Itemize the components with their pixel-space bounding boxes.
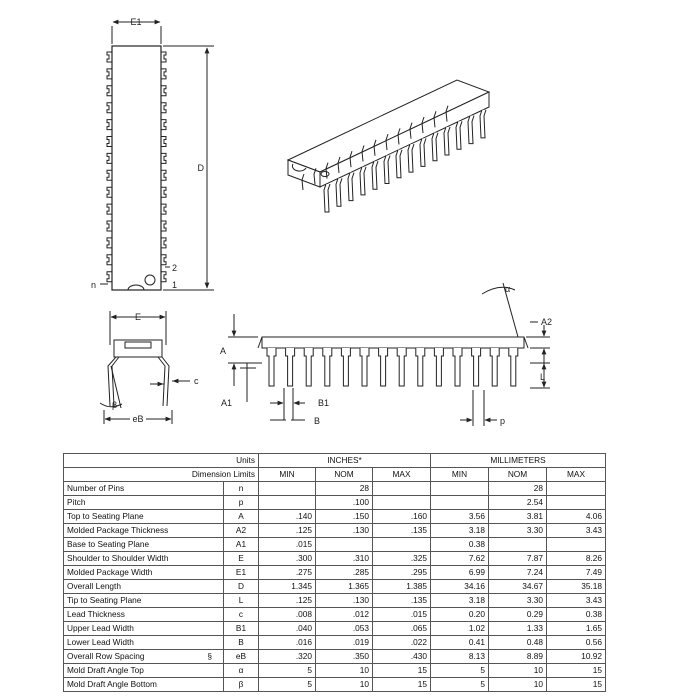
row-in-min: 5: [259, 678, 316, 692]
row-in-nom: 10: [316, 664, 373, 678]
row-mm-max: 0.38: [547, 608, 606, 622]
row-in-nom: .285: [316, 566, 373, 580]
side-lead: [360, 348, 369, 386]
row-mm-max: 3.43: [547, 594, 606, 608]
row-in-min: .320: [259, 650, 316, 664]
row-name-text: Top to Seating Plane: [67, 511, 144, 521]
row-mm-max: 7.49: [547, 566, 606, 580]
table-row: [64, 482, 606, 496]
row-mm-min: 0.38: [431, 538, 489, 552]
iso-lead-front: [360, 167, 366, 195]
row-name-text: Overall Row Spacing: [67, 651, 145, 661]
label-pin1: 1: [172, 280, 178, 290]
row-symbol: E1: [224, 566, 259, 580]
row-in-nom: .310: [316, 552, 373, 566]
top-view: [100, 22, 214, 290]
lead-right: [161, 120, 166, 130]
header-inches: INCHES*: [259, 454, 431, 468]
row-mm-min: 0.20: [431, 608, 489, 622]
row-in-nom: .019: [316, 636, 373, 650]
row-in-nom: .350: [316, 650, 373, 664]
label-n: n: [90, 280, 96, 290]
lead-right: [161, 52, 166, 62]
lead-left: [107, 120, 112, 130]
lead-right: [161, 153, 166, 163]
table-row: [64, 580, 606, 594]
row-mm-nom: 0.48: [489, 636, 547, 650]
row-symbol: D: [224, 580, 259, 594]
lead-left: [107, 187, 112, 197]
row-name: [64, 580, 224, 594]
lead-right: [161, 221, 166, 231]
table-row: [64, 510, 606, 524]
label-b: B: [314, 416, 321, 426]
row-symbol: p: [224, 496, 259, 510]
side-lead: [286, 348, 295, 386]
row-name-text: Molded Package Width: [67, 567, 153, 577]
side-lead: [267, 348, 276, 386]
row-in-max: 15: [373, 678, 431, 692]
row-mm-max: 15: [547, 678, 606, 692]
label-b1: B1: [318, 398, 330, 408]
row-mm-min: 3.56: [431, 510, 489, 524]
lead-right: [161, 137, 166, 147]
table-row: [64, 664, 606, 678]
label-alpha: α: [505, 284, 511, 294]
row-in-min: [259, 482, 316, 496]
lead-right: [161, 103, 166, 113]
header-dimension-limits: Dimension Limits: [64, 468, 259, 482]
row-in-min: .015: [259, 538, 316, 552]
lead-right: [161, 204, 166, 214]
row-in-nom: .130: [316, 524, 373, 538]
side-lead: [490, 348, 499, 386]
lead-right: [161, 170, 166, 180]
row-name-text: Number of Pins: [67, 483, 125, 493]
row-symbol: eB: [224, 650, 259, 664]
header-in-min: MIN: [259, 468, 316, 482]
row-mm-min: 34.16: [431, 580, 489, 594]
row-symbol: n: [224, 482, 259, 496]
row-name-text: Lead Thickness: [67, 609, 125, 619]
lead-left: [107, 52, 112, 62]
label-e: E: [134, 312, 142, 322]
label-p: p: [500, 416, 506, 426]
row-mm-nom: 3.81: [489, 510, 547, 524]
label-eb: eB: [132, 414, 144, 424]
table-row: [64, 566, 606, 580]
row-note: §: [207, 651, 212, 661]
row-name: [64, 524, 224, 538]
row-mm-max: 0.56: [547, 636, 606, 650]
label-d: D: [197, 163, 204, 173]
row-symbol: A2: [224, 524, 259, 538]
table-row: [64, 636, 606, 650]
row-name: [64, 650, 224, 664]
row-in-nom: [316, 538, 373, 552]
row-in-nom: .100: [316, 496, 373, 510]
row-mm-min: [431, 496, 489, 510]
row-mm-nom: 10: [489, 678, 547, 692]
iso-lead-front: [336, 178, 342, 206]
row-name-text: Base to Seating Plane: [67, 539, 150, 549]
lead-left: [107, 221, 112, 231]
iso-lead-front: [384, 156, 390, 184]
side-lead: [509, 348, 518, 386]
label-e1: E1: [130, 17, 142, 27]
row-name: [64, 678, 224, 692]
iso-lead-front: [468, 116, 474, 144]
row-name-text: Tip to Seating Plane: [67, 595, 142, 605]
row-mm-max: [547, 538, 606, 552]
row-in-min: .300: [259, 552, 316, 566]
row-mm-min: 7.62: [431, 552, 489, 566]
side-lead: [323, 348, 332, 386]
side-lead: [453, 348, 462, 386]
row-symbol: c: [224, 608, 259, 622]
lead-right: [161, 69, 166, 79]
row-in-min: .125: [259, 524, 316, 538]
iso-lead-front: [480, 110, 486, 138]
row-in-max: .135: [373, 594, 431, 608]
lead-left: [107, 69, 112, 79]
row-in-max: .325: [373, 552, 431, 566]
row-in-min: 5: [259, 664, 316, 678]
row-in-max: .015: [373, 608, 431, 622]
row-mm-nom: 28: [489, 482, 547, 496]
side-lead: [341, 348, 350, 386]
isometric-view: [288, 80, 489, 212]
table-row: [64, 678, 606, 692]
row-in-max: .135: [373, 524, 431, 538]
label-a1: A1: [220, 398, 232, 408]
row-in-nom: 28: [316, 482, 373, 496]
row-mm-nom: 1.33: [489, 622, 547, 636]
pin1-marker: [145, 275, 155, 285]
row-name-text: Mold Draft Angle Bottom: [67, 679, 157, 689]
side-lead: [416, 348, 425, 386]
row-in-max: .065: [373, 622, 431, 636]
row-mm-max: 1.65: [547, 622, 606, 636]
row-symbol: L: [224, 594, 259, 608]
header-mm-max: MAX: [547, 468, 606, 482]
top-view-leads: [107, 52, 166, 282]
row-mm-max: 3.43: [547, 524, 606, 538]
row-in-max: 15: [373, 664, 431, 678]
row-in-min: .140: [259, 510, 316, 524]
iso-lead-front: [456, 121, 462, 149]
row-in-nom: 1.365: [316, 580, 373, 594]
row-in-min: .275: [259, 566, 316, 580]
row-name-text: Pitch: [67, 497, 86, 507]
header-in-nom: NOM: [316, 468, 373, 482]
row-mm-min: 3.18: [431, 524, 489, 538]
row-name: [64, 510, 224, 524]
label-c: c: [194, 376, 199, 386]
row-in-max: [373, 496, 431, 510]
row-in-min: .125: [259, 594, 316, 608]
label-a: A: [219, 346, 226, 356]
iso-lead-front: [348, 173, 354, 201]
side-lead: [472, 348, 481, 386]
row-in-min: .016: [259, 636, 316, 650]
row-mm-max: 15: [547, 664, 606, 678]
row-name-text: Shoulder to Shoulder Width: [67, 553, 169, 563]
lead-right: [161, 187, 166, 197]
row-mm-min: 5: [431, 664, 489, 678]
row-mm-nom: 3.30: [489, 594, 547, 608]
lead-left: [107, 137, 112, 147]
row-mm-min: 0.41: [431, 636, 489, 650]
row-symbol: β: [224, 678, 259, 692]
row-name-text: Molded Package Thickness: [67, 525, 169, 535]
dimensions-table: [63, 453, 606, 692]
row-mm-min: 6.99: [431, 566, 489, 580]
header-units: Units: [64, 454, 259, 468]
side-lead: [304, 348, 313, 386]
row-mm-nom: 8.89: [489, 650, 547, 664]
row-in-min: .008: [259, 608, 316, 622]
row-in-max: .295: [373, 566, 431, 580]
lead-left: [107, 103, 112, 113]
label-pin2: 2: [172, 263, 178, 273]
row-mm-nom: 0.29: [489, 608, 547, 622]
row-mm-nom: [489, 538, 547, 552]
table-row: [64, 594, 606, 608]
iso-lead-front: [396, 150, 402, 178]
lead-right: [161, 86, 166, 96]
header-mm-nom: NOM: [489, 468, 547, 482]
row-name: [64, 552, 224, 566]
row-name-text: Upper Lead Width: [67, 623, 134, 633]
table-row: [64, 538, 606, 552]
row-mm-max: 8.26: [547, 552, 606, 566]
lead-left: [107, 153, 112, 163]
lead-right: [161, 255, 166, 265]
lead-left: [107, 272, 112, 282]
iso-lead-front: [324, 184, 330, 212]
table-row: [64, 608, 606, 622]
table-row: [64, 496, 606, 510]
row-symbol: A1: [224, 538, 259, 552]
iso-lead-front: [432, 133, 438, 161]
row-symbol: A: [224, 510, 259, 524]
iso-lead-front: [372, 161, 378, 189]
row-mm-min: 5: [431, 678, 489, 692]
row-mm-nom: 7.87: [489, 552, 547, 566]
row-name: [64, 538, 224, 552]
row-in-nom: .130: [316, 594, 373, 608]
iso-lead-front: [420, 138, 426, 166]
iso-lead-front: [408, 144, 414, 172]
lead-right: [161, 272, 166, 282]
label-beta: β: [112, 400, 118, 410]
table-row: [64, 622, 606, 636]
row-symbol: B: [224, 636, 259, 650]
row-mm-nom: 7.24: [489, 566, 547, 580]
top-view-body: [112, 46, 161, 290]
header-in-max: MAX: [373, 468, 431, 482]
label-l: L: [540, 372, 546, 382]
row-in-nom: .150: [316, 510, 373, 524]
row-mm-max: 35.18: [547, 580, 606, 594]
row-name: [64, 664, 224, 678]
row-in-min: [259, 496, 316, 510]
row-name-text: Lower Lead Width: [67, 637, 134, 647]
lead-left: [107, 238, 112, 248]
side-view: [228, 283, 553, 426]
row-in-min: .040: [259, 622, 316, 636]
row-in-max: .022: [373, 636, 431, 650]
table-header-limits: [64, 468, 606, 482]
header-mm-min: MIN: [431, 468, 489, 482]
row-in-max: .430: [373, 650, 431, 664]
row-mm-nom: 34.67: [489, 580, 547, 594]
row-mm-nom: 3.30: [489, 524, 547, 538]
row-mm-min: 8.13: [431, 650, 489, 664]
row-name: [64, 496, 224, 510]
row-name-text: Overall Length: [67, 581, 121, 591]
row-mm-max: [547, 482, 606, 496]
row-name: [64, 622, 224, 636]
table-header-units: [64, 454, 606, 468]
row-name: [64, 594, 224, 608]
row-name: [64, 608, 224, 622]
row-symbol: α: [224, 664, 259, 678]
row-mm-nom: 2.54: [489, 496, 547, 510]
iso-lead-front: [444, 127, 450, 155]
row-symbol: E: [224, 552, 259, 566]
table-row: [64, 552, 606, 566]
row-name: [64, 566, 224, 580]
side-lead: [379, 348, 388, 386]
row-mm-max: 10.92: [547, 650, 606, 664]
row-name: [64, 482, 224, 496]
row-in-nom: .053: [316, 622, 373, 636]
row-name-text: Mold Draft Angle Top: [67, 665, 144, 675]
table-row: [64, 650, 606, 664]
row-in-max: .160: [373, 510, 431, 524]
row-mm-min: 1.02: [431, 622, 489, 636]
side-lead: [397, 348, 406, 386]
row-in-min: 1.345: [259, 580, 316, 594]
side-view-leads: [267, 348, 518, 386]
row-name: [64, 636, 224, 650]
label-a2: A2: [541, 317, 553, 327]
row-symbol: B1: [224, 622, 259, 636]
row-in-nom: .012: [316, 608, 373, 622]
row-mm-nom: 10: [489, 664, 547, 678]
lead-right: [161, 238, 166, 248]
row-mm-min: [431, 482, 489, 496]
row-in-max: [373, 538, 431, 552]
side-lead: [434, 348, 443, 386]
lead-left: [107, 255, 112, 265]
lead-left: [107, 204, 112, 214]
lead-left: [107, 86, 112, 96]
row-in-nom: 10: [316, 678, 373, 692]
lead-left: [107, 170, 112, 180]
row-in-max: 1.385: [373, 580, 431, 594]
row-mm-max: 4.06: [547, 510, 606, 524]
row-in-max: [373, 482, 431, 496]
row-mm-max: [547, 496, 606, 510]
row-mm-min: 3.18: [431, 594, 489, 608]
header-millimeters: MILLIMETERS: [431, 454, 606, 468]
table-row: [64, 524, 606, 538]
